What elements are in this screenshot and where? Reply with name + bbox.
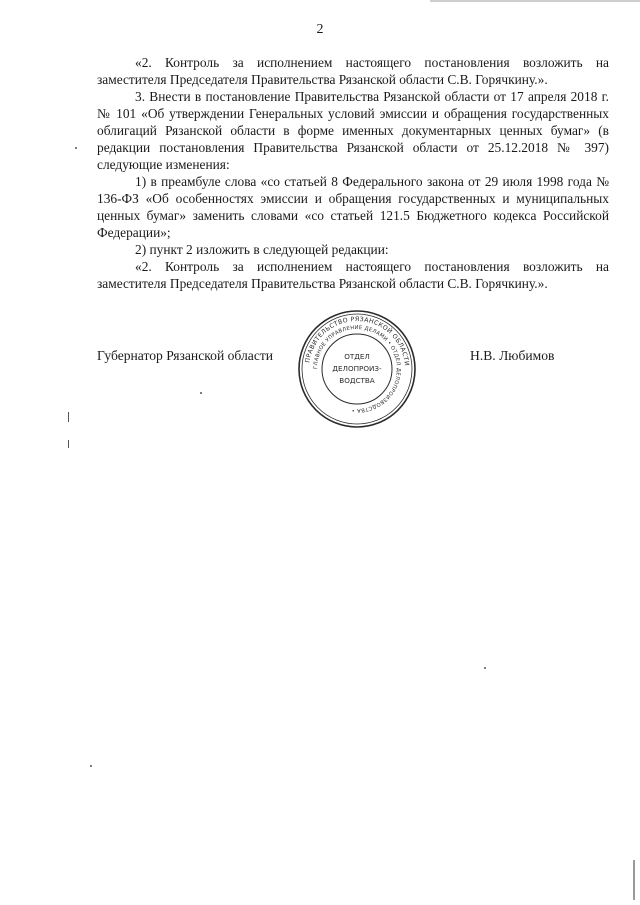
scan-speck xyxy=(68,412,69,422)
scan-speck xyxy=(200,392,202,394)
seal-center-line-3: ВОДСТВА xyxy=(339,376,375,385)
seal-center-line-2: ДЕЛОПРОИЗ- xyxy=(332,364,382,373)
scan-speck xyxy=(75,147,77,149)
paragraph: 1) в преамбуле слова «со статьей 8 Федерального закона от 29 июля 1998 года № 136-ФЗ «Об особенностях эмиссии и обращения государственных и муниципальных ценных бумаг» заменить словами «со статьей 121.5 Бюджетного кодекса Российской Федерации»; xyxy=(97,174,609,240)
document-body xyxy=(97,54,609,292)
seal-graphic xyxy=(296,308,418,430)
signatory-title: Губернатор Рязанской области xyxy=(97,348,274,363)
seal-outer-text: ПРАВИТЕЛЬСТВО РЯЗАНСКОЙ ОБЛАСТИ xyxy=(304,315,410,367)
official-seal xyxy=(296,308,418,430)
scan-speck xyxy=(484,667,486,669)
page-number: 2 xyxy=(316,22,324,37)
paragraph: 2) пункт 2 изложить в следующей редакции: xyxy=(135,242,389,257)
paragraph: 3. Внести в постановление Правительства Рязанской области от 17 апреля 2018 г. № 101 «Об утверждении Генеральных условий эмиссии и обращения государственных облигаций Рязанской области в форме именных документарных ценных бумаг» (в редакции постановления Правительства Рязанской области от 25.12.2018 № 397) следующие изменения: xyxy=(97,89,609,172)
signatory-name: Н.В. Любимов xyxy=(470,348,555,363)
scan-edge-line xyxy=(430,0,640,2)
seal-center-line-1: ОТДЕЛ xyxy=(344,352,370,361)
scan-speck xyxy=(90,765,92,767)
paragraph: «2. Контроль за исполнением настоящего постановления возложить на заместителя Председателя Правительства Рязанской области С.В. Горячкину.». xyxy=(97,55,609,87)
svg-text:ГЛАВНОЕ УПРАВЛЕНИЕ ДЕЛАМИ • ОТ: ГЛАВНОЕ УПРАВЛЕНИЕ ДЕЛАМИ • ОТДЕЛ ДЕЛОПРОИЗВОДСТВА • xyxy=(312,324,402,414)
scan-speck xyxy=(68,440,69,448)
scan-speck xyxy=(633,860,635,900)
paragraph: «2. Контроль за исполнением настоящего постановления возложить на заместителя Председателя Правительства Рязанской области С.В. Горячкину.». xyxy=(97,259,609,291)
